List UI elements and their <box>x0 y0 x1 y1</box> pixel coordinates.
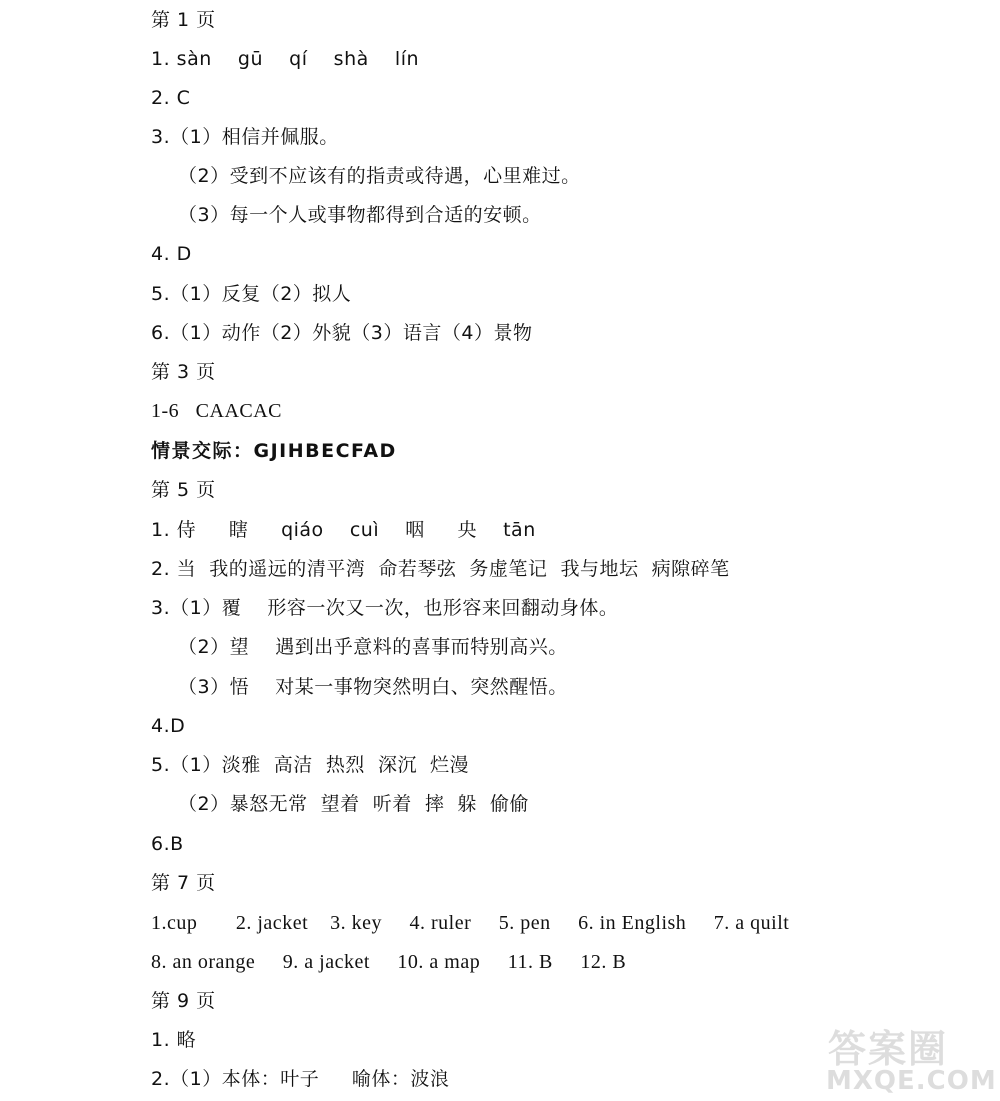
answer-line: 1.cup 2. jacket 3. key 4. ruler 5. pen 6. in English 7. a quilt <box>151 912 790 934</box>
answer-line: 情景交际：GJIHBECFAD <box>151 440 397 462</box>
answer-line: 3.（1）相信并佩服。 <box>151 126 339 148</box>
answer-line: 1. 略 <box>151 1029 197 1051</box>
answer-line: 2. C <box>151 87 191 109</box>
answer-line: 5.（1）淡雅 高洁 热烈 深沉 烂漫 <box>151 754 470 776</box>
answer-line: 8. an orange 9. a jacket 10. a map 11. B 12. B <box>151 951 627 973</box>
answer-line: （2）受到不应该有的指责或待遇，心里难过。 <box>178 165 581 187</box>
answer-line: 2. 当 我的遥远的清平湾 命若琴弦 务虚笔记 我与地坛 病隙碎笔 <box>151 558 730 580</box>
page-heading-1: 第 1 页 <box>151 9 216 31</box>
answer-line: 1. 侍 瞎 qiáo cuì 咽 央 tān <box>151 519 536 541</box>
answer-line: 4.D <box>151 715 186 737</box>
answer-line: 1. sàn gū qí shà lín <box>151 48 420 70</box>
answer-line: 6.（1）动作（2）外貌（3）语言（4）景物 <box>151 322 533 344</box>
answer-line: （2）望 遇到出乎意料的喜事而特别高兴。 <box>178 636 568 658</box>
page-heading-7: 第 7 页 <box>151 872 216 894</box>
page-heading-9: 第 9 页 <box>151 990 216 1012</box>
answer-line: 4. D <box>151 243 192 265</box>
answer-line: （3）悟 对某一事物突然明白、突然醒悟。 <box>178 676 568 698</box>
answer-line: （2）暴怒无常 望着 听着 摔 躲 偷偷 <box>178 793 529 815</box>
answer-line: 3.（1）覆 形容一次又一次，也形容来回翻动身体。 <box>151 597 619 619</box>
watermark-logo <box>822 1018 997 1098</box>
answer-line: 2.（1）本体：叶子 喻体：波浪 <box>151 1068 450 1090</box>
watermark-top-text: 答案圈 <box>828 1027 949 1071</box>
answer-line: 5.（1）反复（2）拟人 <box>151 283 352 305</box>
page-heading-5: 第 5 页 <box>151 479 216 501</box>
page-heading-3: 第 3 页 <box>151 361 216 383</box>
answer-line: 6.B <box>151 833 184 855</box>
watermark-bottom-text: MXQE.COM <box>826 1066 997 1096</box>
answer-line: 1-6 CAACAC <box>151 400 283 422</box>
answer-line: （3）每一个人或事物都得到合适的安顿。 <box>178 204 542 226</box>
